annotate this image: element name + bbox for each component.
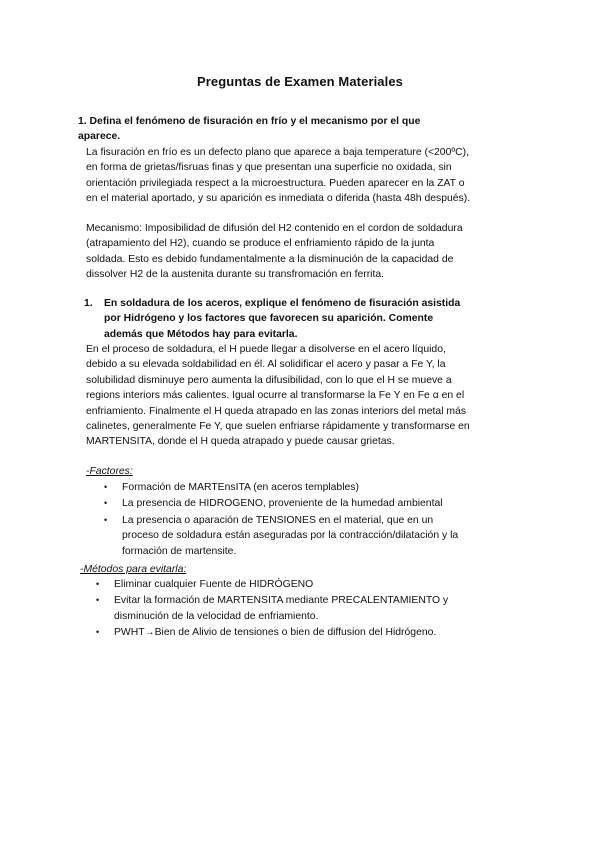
metodos-list bbox=[92, 577, 492, 642]
question-1-definition: La fisuración en frío es un defecto plano que aparece a baja temperature (<200ºC), en forma de grietas/fisruas finas y que presentan una superficie no oxidada, sin orientación privilegiada respect a la microestructura. Pueden aparecer en la ZAT o en el material aportado, y su aparición es inmediata o diferida (hasta 48h después). bbox=[86, 147, 471, 205]
metodo-text: Eliminar cualquier Fuente de HIDRÓGENO bbox=[114, 579, 314, 590]
bullet-icon: • bbox=[96, 595, 100, 606]
list-item bbox=[100, 513, 470, 559]
question-1-heading: 1. Defina el fenómeno de fisuración en frío y el mecanismo por el que aparece. bbox=[78, 116, 421, 143]
bullet-icon: • bbox=[104, 514, 108, 525]
question-1-mechanism: Mecanismo: Imposibilidad de difusión del H2 contenido en el cordon de soldadura (atrapamiento del H2), cuando se produce el enfriamiento rápido de la junta soldada. Esto es debido fundamentalmente a la disminución de la capacidad de dissolver H2 de la austenita durante su transfromación en ferrita. bbox=[86, 223, 463, 281]
pwht-prefix: PWHT bbox=[114, 627, 145, 639]
bullet-icon: • bbox=[104, 498, 108, 509]
question-2-heading-text: En soldadura de los aceros, explique el fenómeno de fisuración asistida por Hidrógeno y los factores que favorecen su aparición. Comente además que Métodos hay para evitarla. bbox=[104, 298, 461, 340]
metodo-text: Evitar la formación de MARTENSITA mediante PRECALENTAMIENTO y disminución de la velocidad de enfriamiento. bbox=[114, 595, 449, 622]
list-item bbox=[100, 480, 470, 495]
bullet-icon: • bbox=[104, 482, 108, 492]
factores-list bbox=[100, 480, 470, 560]
bullet-icon: • bbox=[96, 627, 100, 638]
factores-label: -Factores: bbox=[86, 466, 133, 477]
bullet-icon: • bbox=[96, 579, 100, 589]
pwht-text: Bien de Alivio de tensiones o bien de diffusion del Hidrógeno. bbox=[154, 627, 437, 639]
document-title: Preguntas de Examen Materiales bbox=[196, 74, 404, 89]
question-2-heading bbox=[84, 296, 474, 342]
list-item bbox=[92, 625, 492, 640]
question-2-explanation: En el proceso de soldadura, el H puede llegar a disolverse en el acero líquido, debido a su elevada soldabilidad en él. Al solidificar el acero y pasar a Fe Y, la solubilidad disminuye pero aumenta la difusibilidad, con lo que el H se mueve a regions interiors más calientes. Igual ocurre al transformarse la Fe Y en Fe α en el enfriamiento. Finalmente el H queda atrapado en las zonas interiors del metal más calinetes, generalmente Fe Y, que suelen enfriarse rápidamente y transformarse en MARTENSITA, donde el H queda atrapado y puede causar grietas. bbox=[86, 344, 470, 448]
factor-text: La presencia o aparación de TENSIONES en el material, que en un proceso de soldadura están aseguradas por la contracción/dilatación y la formación de martensite. bbox=[122, 514, 459, 557]
metodos-label: -Métodos para evitarla: bbox=[80, 564, 187, 575]
right-arrow-icon: → bbox=[144, 627, 155, 639]
list-item bbox=[92, 577, 492, 592]
list-item bbox=[100, 496, 470, 511]
factor-text: Formación de MARTEnsITA (en aceros templables) bbox=[122, 482, 359, 493]
factor-text: La presencia de HIDROGENO, proveniente de la humedad ambiental bbox=[122, 498, 443, 510]
list-item bbox=[92, 593, 492, 624]
question-2-number: 1. bbox=[84, 298, 93, 309]
